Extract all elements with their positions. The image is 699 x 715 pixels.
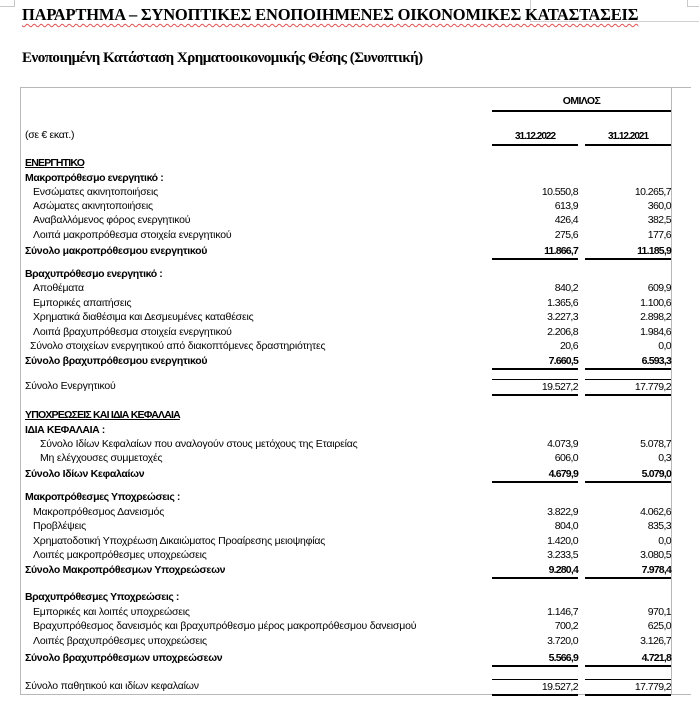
row-label: Σύνολο βραχυπρόθεσμων υποχρεώσεων [25, 652, 223, 664]
row-label: Σύνολο βραχυπρόθεσμου ενεργητικού [25, 355, 208, 367]
table-section-header [0, 423, 699, 437]
table-section-header [0, 171, 699, 185]
row-label: Ασώματες ακινητοποιήσεις [33, 200, 153, 212]
value-2022: 4.073,9 [547, 438, 578, 450]
row-label: ΕΝΕΡΓΗΤΙΚΟ [25, 157, 85, 169]
table-row [0, 634, 699, 648]
row-label: Σύνολο Ιδίων Κεφαλαίων [25, 468, 145, 480]
column-header-2021: 31.12.2021 [585, 131, 671, 146]
value-2021: 17.779,2 [585, 679, 671, 696]
table-section-header [0, 590, 699, 604]
table-row [0, 548, 699, 562]
value-2021: 4.721,8 [585, 651, 671, 667]
table-row [0, 505, 699, 519]
row-label: Χρηματικά διαθέσιμα και Δεσμευμένες καταθέσεις [33, 311, 254, 323]
value-2022: 1.365,6 [547, 297, 578, 309]
row-label: Βραχυπρόθεσμο ενεργητικό : [25, 268, 163, 280]
row-label: Μη ελέγχουσες συμμετοχές [40, 452, 163, 464]
value-2021: 5.079,0 [585, 467, 671, 483]
value-2022: 5.566,9 [492, 651, 578, 667]
value-2022: 613,9 [554, 200, 578, 212]
value-2021: 3.080,5 [640, 549, 671, 561]
table-total-row [0, 244, 699, 258]
value-2022: 840,2 [554, 282, 578, 294]
value-2021: 177,6 [647, 229, 671, 241]
row-label: Εμπορικές απαιτήσεις [33, 297, 132, 309]
table-total-row [0, 563, 699, 577]
row-label: Σύνολο παθητικού και ιδίων κεφαλαίων [25, 680, 199, 692]
value-2022: 3.822,9 [547, 506, 578, 518]
value-2021: 360,0 [647, 200, 671, 212]
row-label: ΙΔΙΑ ΚΕΦΑΛΑΙΑ : [25, 424, 105, 436]
value-2021: 11.185,9 [585, 244, 671, 260]
table-row [0, 185, 699, 199]
value-2022: 3.233,5 [547, 549, 578, 561]
value-2022: 19.527,2 [492, 379, 578, 396]
row-label: Σύνολο μακροπρόθεσμου ενεργητικού [25, 245, 208, 257]
row-label: Αναβαλλόμενος φόρος ενεργητικού [33, 214, 191, 226]
value-2021: 0,0 [658, 340, 671, 352]
value-2022: 3.227,3 [547, 311, 578, 323]
row-label: ΥΠΟΧΡΕΩΣΕΙΣ ΚΑΙ ΙΔΙΑ ΚΕΦΑΛΑΙΑ [25, 409, 180, 421]
value-2022: 606,0 [554, 452, 578, 464]
table-row [0, 437, 699, 451]
value-2021: 3.126,7 [640, 635, 671, 647]
value-2021: 0,0 [658, 535, 671, 547]
table-row [0, 228, 699, 242]
row-label: Αποθέματα [33, 282, 84, 294]
value-2022: 1.420,0 [547, 535, 578, 547]
table-total-row [0, 679, 699, 693]
value-2022: 9.280,4 [492, 563, 578, 579]
document-subtitle: Ενοποιημένη Κατάσταση Χρηματοοικονομικής Θέσης (Συνοπτική) [22, 50, 423, 66]
row-label: Λοιπές βραχυπρόθεσμες υποχρεώσεις [33, 635, 207, 647]
table-row [0, 213, 699, 227]
row-label: Εμπορικές και λοιπές υποχρεώσεις [33, 606, 190, 618]
value-2022: 20,6 [559, 340, 578, 352]
value-2021: 970,1 [647, 606, 671, 618]
value-2022: 3.720,0 [547, 635, 578, 647]
value-2022: 1.146,7 [547, 606, 578, 618]
group-column-header: ΟΜΙΛΟΣ [492, 95, 671, 112]
table-row [0, 519, 699, 533]
row-label: Μακροπρόθεσμος Δανεισμός [33, 506, 165, 518]
table-section-header [0, 267, 699, 281]
row-label: Λοιπές μακροπρόθεσμες υποχρεώσεις [33, 549, 207, 561]
column-header-2022: 31.12.2022 [492, 131, 578, 146]
table-section-header [0, 408, 699, 422]
value-2022: 10.550,8 [541, 186, 578, 198]
table-total-row [0, 467, 699, 481]
value-2022: 2.206,8 [547, 326, 578, 338]
page-corner-mark [687, 0, 699, 7]
value-2022: 11.866,7 [492, 244, 578, 260]
value-2021: 6.593,3 [585, 354, 671, 370]
table-row [0, 451, 699, 465]
table-row [0, 605, 699, 619]
value-2022: 19.527,2 [492, 679, 578, 696]
value-2021: 10.265,7 [634, 186, 671, 198]
value-2021: 835,3 [647, 520, 671, 532]
page-corner-mark [0, 0, 15, 7]
value-2021: 4.062,6 [640, 506, 671, 518]
value-2021: 5.078,7 [640, 438, 671, 450]
table-row [0, 199, 699, 213]
row-label: Σύνολο Ιδίων Κεφαλαίων που αναλογούν στους μετόχους της Εταιρείας [40, 438, 358, 450]
row-label: Σύνολο Μακροπρόθεσμων Υποχρεώσεων [25, 564, 226, 576]
value-2021: 1.984,6 [640, 326, 671, 338]
row-label: Μακροπρόθεσμες Υποχρεώσεις : [25, 491, 180, 503]
row-label: Σύνολο Ενεργητικού [25, 380, 116, 392]
value-2021: 625,0 [647, 620, 671, 632]
value-2021: 7.978,4 [585, 563, 671, 579]
value-2021: 0,3 [658, 452, 671, 464]
row-label: Ενσώματες ακινητοποιήσεις [33, 186, 158, 198]
row-label: Βραχυπρόθεσμος δανεισμός και βραχυπρόθεσμο μέρος μακροπρόθεσμου δανεισμού [33, 620, 417, 632]
value-2022: 700,2 [554, 620, 578, 632]
value-2022: 275,6 [554, 229, 578, 241]
table-total-row [0, 354, 699, 368]
table-row [0, 310, 699, 324]
row-label: Λοιπά μακροπρόθεσμα στοιχεία ενεργητικού [33, 229, 232, 241]
value-2022: 4.679,9 [492, 467, 578, 483]
table-total-row [0, 379, 699, 393]
row-label: Λοιπά βραχυπρόθεσμα στοιχεία ενεργητικού [33, 326, 232, 338]
value-2021: 17.779,2 [585, 379, 671, 396]
table-total-row [0, 651, 699, 665]
table-section-header [0, 490, 699, 504]
value-2022: 426,4 [554, 214, 578, 226]
table-row [0, 296, 699, 310]
row-label: Χρηματοδοτική Υποχρέωση Δικαιώματος Προαίρεσης μειοψηφίας [33, 535, 326, 547]
value-2021: 1.100,6 [640, 297, 671, 309]
table-row [0, 534, 699, 548]
value-2021: 382,5 [647, 214, 671, 226]
row-label: Σύνολο στοιχείων ενεργητικού από διακοπτόμενες δραστηριότητες [30, 340, 326, 352]
value-2022: 804,0 [554, 520, 578, 532]
table-row [0, 325, 699, 339]
value-2021: 609,9 [647, 282, 671, 294]
table-row [0, 619, 699, 633]
units-label: (σε € εκατ.) [25, 129, 75, 141]
table-section-header [0, 156, 699, 170]
table-row [0, 281, 699, 295]
value-2022: 7.660,5 [492, 354, 578, 370]
document-title: ΠΑΡΑΡΤΗΜΑ – ΣΥΝΟΠΤΙΚΕΣ ΕΝΟΠΟΙΗΜΕΝΕΣ ΟΙΚΟΝΟΜΙΚΕΣ ΚΑΤΑΣΤΑΣΕΙΣ [22, 5, 639, 24]
row-label: Βραχυπρόθεσμες Υποχρεώσεις : [25, 591, 180, 603]
table-row [0, 339, 699, 353]
row-label: Μακροπρόθεσμο ενεργητικό : [25, 172, 164, 184]
row-label: Προβλέψεις [33, 520, 86, 532]
value-2021: 2.898,2 [640, 311, 671, 323]
